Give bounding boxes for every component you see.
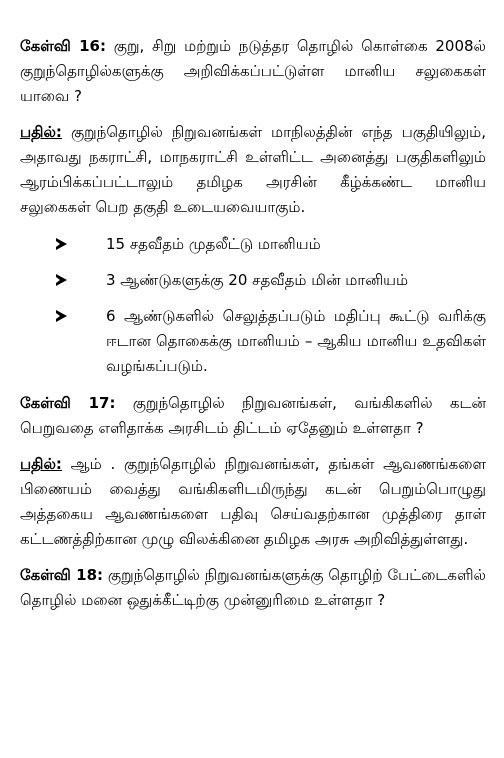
- question-17-label: கேள்வி 17:: [20, 394, 116, 412]
- subsidy-list-item-text: 3 ஆண்டுகளுக்கு 20 சதவீதம் மின் மானியம்: [106, 271, 409, 289]
- arrow-bullet-icon: [56, 310, 67, 322]
- answer-17: [20, 452, 486, 552]
- question-18-text: குறுந்தொழில் நிறுவனங்களுக்கு தொழிற் பேட்டைகளில் தொழில் மனை ஒதுக்கீட்டிற்கு முன்னுரிமை உள்ளதா ?: [20, 566, 486, 609]
- question-16-text: குறு, சிறு மற்றும் நடுத்தர தொழில் கொள்கை 2008ல் குறுந்தொழில்களுக்கு அறிவிக்கப்பட்டுள்ள மானிய சலுகைகள் யாவை ?: [20, 37, 486, 105]
- arrow-bullet-icon: [56, 274, 67, 286]
- answer-16-text: குறுந்தொழில் நிறுவனங்கள் மாநிலத்தின் எந்த பகுதியிலும், அதாவது நகராட்சி, மாநகராட்சி உள்ளிட்ட அனைத்து பகுதிகளிலும் ஆரம்பிக்கப்பட்டாலும் தமிழக அரசின் கீழ்க்கண்ட மானிய சலுகைகள் பெற தகுதி உடையவையாகும்.: [20, 123, 486, 216]
- question-16-label: கேள்வி 16:: [20, 37, 106, 55]
- question-17: [20, 391, 486, 441]
- subsidy-list-item-text: 15 சதவீதம் முதலீட்டு மானியம்: [106, 235, 321, 253]
- subsidy-list-item-text: 6 ஆண்டுகளில் செலுத்தப்படும் மதிப்பு கூட்டு வரிக்கு ஈடான தொகைக்கு மானியம் – ஆகிய மானிய உதவிகள் வழங்கப்படும்.: [106, 307, 486, 375]
- document-page: [20, 34, 486, 613]
- answer-16: [20, 120, 486, 220]
- subsidy-list-item: [20, 268, 486, 293]
- answer-17-label: பதில்:: [20, 455, 62, 473]
- question-16: [20, 34, 486, 109]
- answer-17-text: ஆம் . குறுந்தொழில் நிறுவனங்கள், தங்கள் ஆவணங்களை பிணையம் வைத்து வங்கிகளிடமிருந்து கடன் பெறும்பொழுது அத்தகைய ஆவணங்களை பதிவு செய்வதற்கான முத்திரை தாள் கட்டணத்திற்கான முழு விலக்கினை தமிழக அரசு அறிவித்துள்ளது.: [20, 455, 486, 548]
- subsidy-list-item: [20, 304, 486, 379]
- question-18-label: கேள்வி 18:: [20, 566, 104, 584]
- subsidy-list: [20, 232, 486, 379]
- question-17-text: குறுந்தொழில் நிறுவனங்கள், வங்கிகளில் கடன் பெறுவதை எளிதாக்க அரசிடம் திட்டம் ஏதேனும் உள்ளதா ?: [20, 394, 486, 437]
- answer-16-label: பதில்:: [20, 123, 62, 141]
- arrow-bullet-icon: [56, 238, 67, 250]
- subsidy-list-item: [20, 232, 486, 257]
- question-18: [20, 563, 486, 613]
